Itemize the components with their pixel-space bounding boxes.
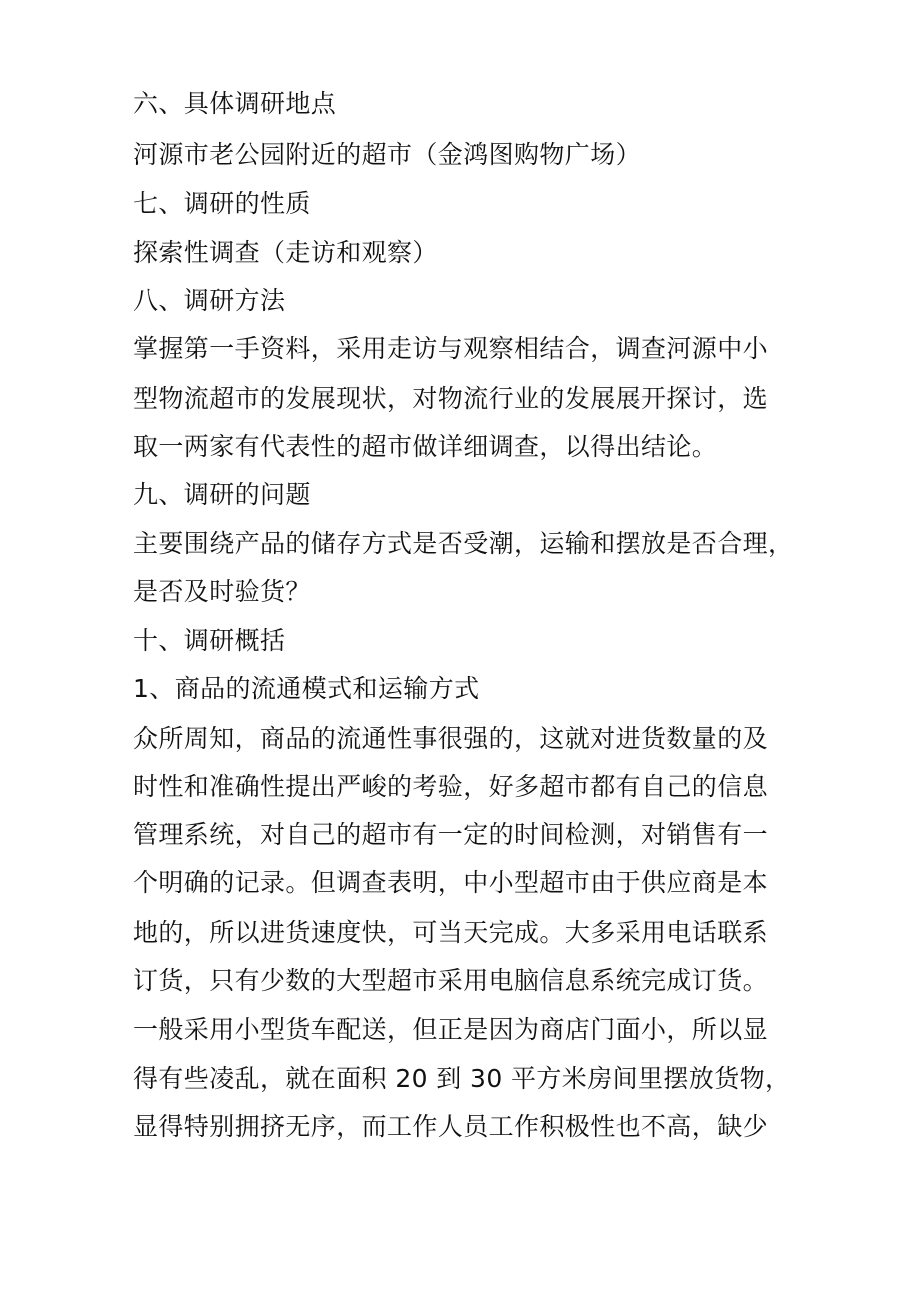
section-heading-questions: 九、调研的问题: [133, 480, 311, 509]
paragraph-line: 型物流超市的发展现状，对物流行业的发展展开探讨，选: [133, 384, 769, 413]
paragraph-line: 个明确的记录。但调查表明，中小型超市由于供应商是本: [133, 868, 769, 897]
paragraph-line: 取一两家有代表性的超市做详细调查，以得出结论。: [133, 432, 718, 461]
section-heading-nature: 七、调研的性质: [133, 189, 311, 218]
section-heading-summary: 十、调研概括: [133, 626, 286, 655]
section-heading-method: 八、调研方法: [133, 286, 286, 315]
paragraph-line: 掌握第一手资料，采用走访与观察相结合，调查河源中小: [133, 334, 769, 363]
paragraph-line: 一般采用小型货车配送，但正是因为商店门面小，所以显: [133, 1015, 769, 1044]
paragraph-line: 显得特别拥挤无序，而工作人员工作积极性也不高，缺少: [133, 1112, 769, 1141]
paragraph-line: 管理系统，对自己的超市有一定的时间检测，对销售有一: [133, 820, 769, 849]
paragraph-line: 众所周知，商品的流通性事很强的，这就对进货数量的及: [133, 724, 769, 753]
paragraph-line: 时性和准确性提出严峻的考验，好多超市都有自己的信息: [133, 772, 769, 801]
paragraph-line: 是否及时验货？: [133, 577, 311, 606]
paragraph-line: 探索性调查（走访和观察）: [133, 238, 438, 267]
paragraph-line: 地的，所以进货速度快，可当天完成。大多采用电话联系: [133, 918, 769, 947]
paragraph-line: 主要围绕产品的储存方式是否受潮，运输和摆放是否合理，: [133, 529, 794, 558]
paragraph-line: 订货，只有少数的大型超市采用电脑信息系统完成订货。: [133, 966, 769, 995]
section-heading-location: 六、具体调研地点: [133, 89, 337, 118]
paragraph-line: 得有些凌乱，就在面积 20 到 30 平方米房间里摆放货物，: [133, 1064, 791, 1093]
paragraph-line: 河源市老公园附近的超市（金鸿图购物广场）: [133, 140, 642, 169]
subsection-heading: 1、商品的流通模式和运输方式: [133, 674, 480, 703]
